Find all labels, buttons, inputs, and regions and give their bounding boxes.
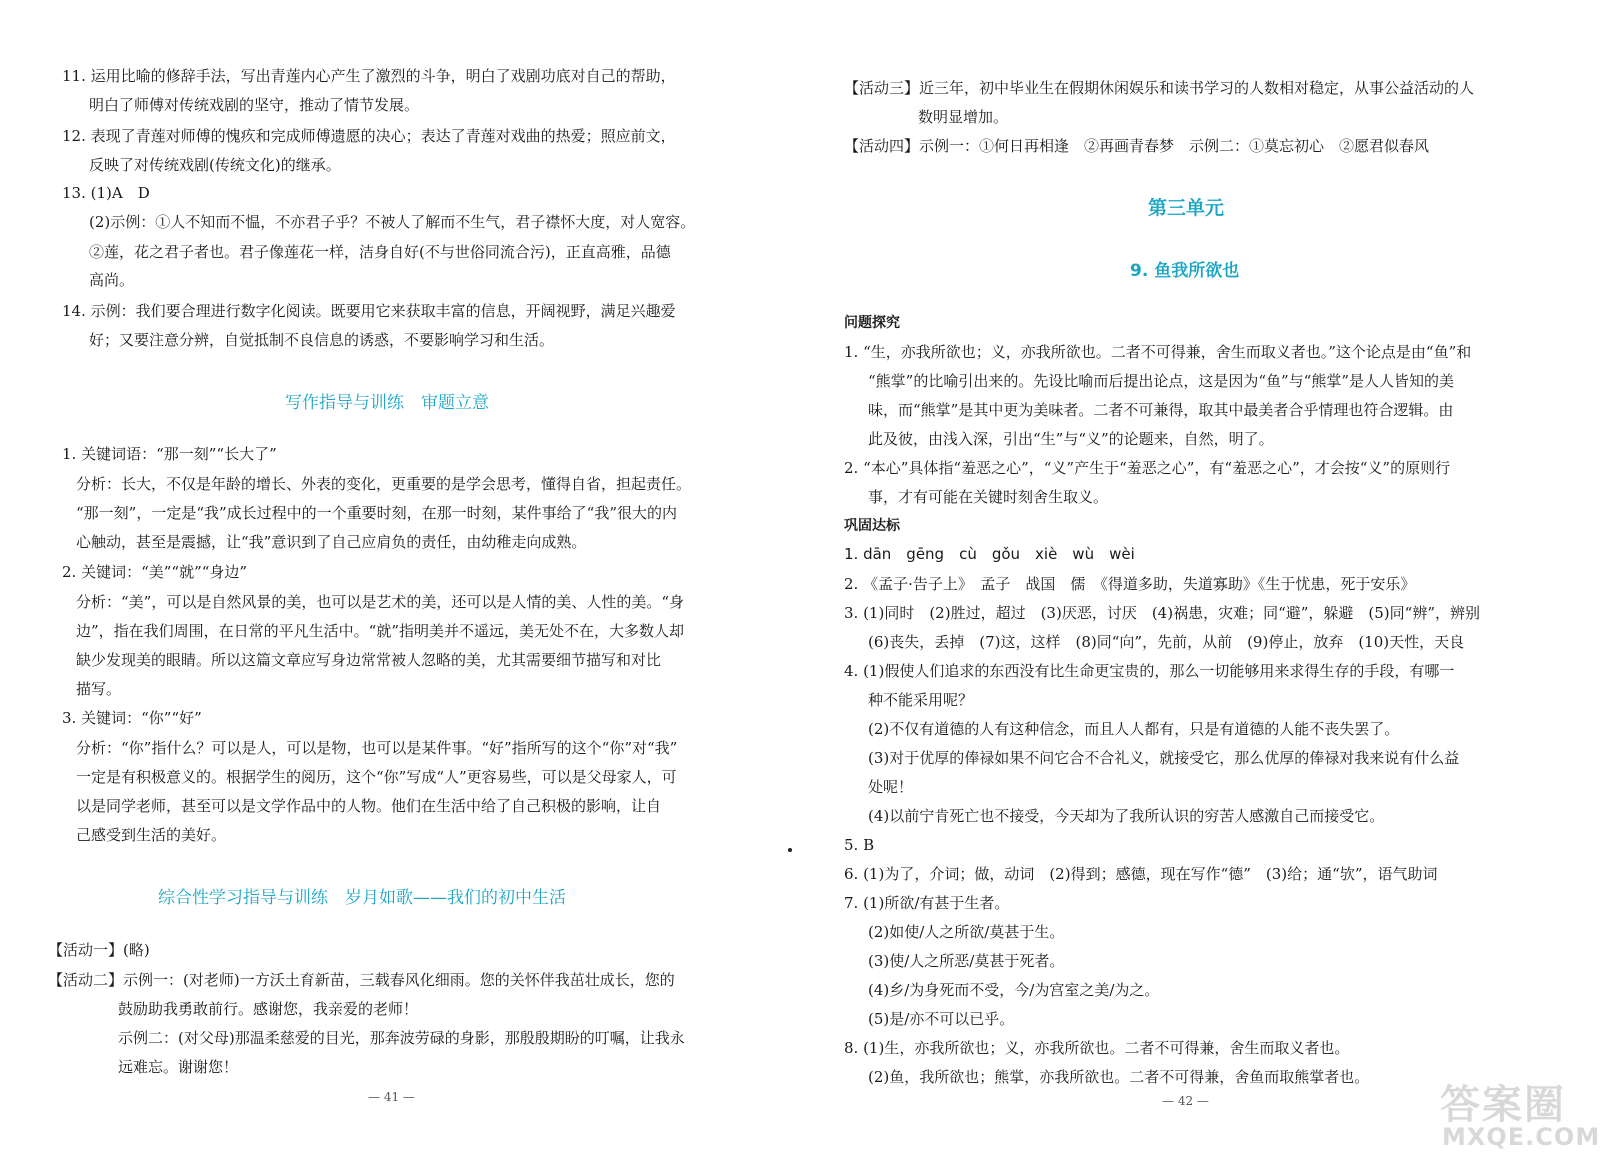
consolidation-7-line-3: (3)使/人之所恶/莫甚于死者。 [868, 952, 1065, 970]
writing-1-line-2: 分析：长大，不仅是年龄的增长、外表的变化，更重要的是学会思考，懂得自省，担起责任。 [76, 475, 692, 493]
writing-2-line-4: 缺少发现美的眼睛。所以这篇文章应写身边常常被人忽略的美，尤其需要细节描写和对比 [76, 651, 662, 669]
writing-1-line-1: 1. 关键词语：“那一刻”“长大了” [62, 445, 277, 463]
consolidation-heading: 巩固达标 [844, 518, 900, 534]
consolidation-8-line-1: 8. (1)生，亦我所欲也；义，亦我所欲也。二者不可得兼，舍生而取义者也。 [844, 1039, 1350, 1057]
writing-3-line-3: 一定是有积极意义的。根据学生的阅历，这个“你”写成“人”更容易些，可以是父母家人，可 [76, 768, 677, 786]
explore-1-line-1: 1. “生，亦我所欲也；义，亦我所欲也。二者不可得兼，舍生而取义者也。”这个论点是由“鱼”和 [844, 343, 1472, 361]
writing-section-heading: 写作指导与训练 审题立意 [285, 393, 489, 413]
lesson-title: 9. 鱼我所欲也 [1130, 261, 1240, 281]
consolidation-1: 1. dān gēng cù gǒu xiè wù wèi [844, 545, 1135, 563]
explore-2-line-1: 2. “本心”具体指“羞恶之心”，“义”产生于“羞恶之心”，有“羞恶之心”，才会按“义”的原则行 [844, 459, 1451, 477]
explore-1-line-4: 此及彼，由浅入深，引出“生”与“义”的论题来，自然，明了。 [868, 430, 1274, 448]
consolidation-4-line-4: (3)对于优厚的俸禄如果不问它合不合礼义，就接受它，那么优厚的俸禄对我来说有什么益 [868, 749, 1460, 767]
watermark-logo [1436, 1073, 1600, 1153]
activity-2-line-1: 【活动二】示例一：(对老师)一方沃土育新苗，三载春风化细雨。您的关怀伴我茁壮成长，您的 [48, 971, 675, 989]
consolidation-7-line-5: (5)是/亦不可以已乎。 [868, 1010, 1015, 1028]
comprehensive-section-heading: 综合性学习指导与训练 岁月如歌——我们的初中生活 [158, 888, 566, 908]
writing-2-line-2: 分析：“美”，可以是自然风景的美，也可以是艺术的美，还可以是人情的美、人性的美。“身 [76, 593, 685, 611]
answer-11-line-1: 11. 运用比喻的修辞手法，写出青莲内心产生了激烈的斗争，明白了戏剧功底对自己的帮助， [62, 67, 676, 85]
consolidation-4-line-2: 种不能采用呢？ [868, 691, 974, 709]
consolidation-7-line-4: (4)乡/为身死而不受，今/为宫室之美/为之。 [868, 981, 1160, 999]
writing-2-line-1: 2. 关键词：“美”“就”“身边” [62, 563, 248, 581]
answer-14-line-2: 好；又要注意分辨，自觉抵制不良信息的诱惑，不要影响学习和生活。 [89, 331, 555, 349]
consolidation-4-line-5: 处呢！ [868, 778, 914, 796]
writing-2-line-5: 描写。 [76, 680, 122, 698]
answer-12-line-1: 12. 表现了青莲对师傅的愧疚和完成师傅遗愿的决心；表达了青莲对戏曲的热爱；照应前文， [62, 127, 676, 145]
consolidation-4-line-6: (4)以前宁肯死亡也不接受，今天却为了我所认识的穷苦人感激自己而接受它。 [868, 807, 1385, 825]
watermark-url: MXQE.COM [1442, 1123, 1600, 1151]
consolidation-6: 6. (1)为了，介词；做，动词 (2)得到；感德，现在写作“德” (3)给；通“欤”，语气助词 [844, 865, 1438, 883]
explore-heading: 问题探究 [844, 315, 900, 331]
explore-1-line-2: “熊掌”的比喻引出来的。先设比喻而后提出论点，这是因为“鱼”与“熊掌”是人人皆知的美 [868, 372, 1455, 390]
writing-3-line-4: 以是同学老师，甚至可以是文学作品中的人物。他们在生活中给了自己积极的影响，让自 [76, 797, 662, 815]
answer-11-line-2: 明白了师傅对传统戏剧的坚守，推动了情节发展。 [89, 96, 420, 114]
consolidation-7-line-2: (2)如使/人之所欲/莫甚于生。 [868, 923, 1065, 941]
explore-2-line-2: 事，才有可能在关键时刻舍生取义。 [868, 488, 1109, 506]
consolidation-8-line-2: (2)鱼，我所欲也；熊掌，亦我所欲也。二者不可得兼，舍鱼而取熊掌者也。 [868, 1068, 1370, 1086]
page-number-left: — 41 — [368, 1090, 415, 1104]
writing-3-line-5: 己感受到生活的美好。 [76, 826, 227, 844]
answer-13-line-2: (2)示例：①人不知而不愠，不亦君子乎？不被人了解而不生气，君子襟怀大度，对人宽容。 [89, 213, 696, 231]
answer-12-line-2: 反映了对传统戏剧(传统文化)的继承。 [89, 156, 341, 174]
writing-3-line-2: 分析：“你”指什么？可以是人，可以是物，也可以是某件事。“好”指所写的这个“你”对“我” [76, 739, 678, 757]
page-number-right: — 42 — [1162, 1094, 1209, 1108]
stray-dot [788, 848, 792, 852]
consolidation-2: 2. 《孟子·告子上》 孟子 战国 儒 《得道多助，失道寡助》《生于忧患，死于安乐》 [844, 575, 1416, 593]
consolidation-3-line-1: 3. (1)同时 (2)胜过，超过 (3)厌恶，讨厌 (4)祸患，灾难；同“避”，躲避 (5)同“辨”，辨别 [844, 604, 1480, 622]
answer-14-line-1: 14. 示例：我们要合理进行数字化阅读。既要用它来获取丰富的信息，开阔视野，满足兴趣爱 [62, 302, 676, 320]
consolidation-5: 5. B [844, 836, 875, 854]
writing-1-line-3: “那一刻”，一定是“我”成长过程中的一个重要时刻，在那一时刻，某件事给了“我”很大的内 [76, 504, 678, 522]
watermark-text: 答案圈 [1440, 1082, 1566, 1128]
answer-13-line-4: 高尚。 [89, 271, 135, 289]
activity-4: 【活动四】示例一：①何日再相逢 ②再画青春梦 示例二：①莫忘初心 ②愿君似春风 [844, 137, 1430, 155]
answer-13-line-1: 13. (1)A D [62, 184, 150, 202]
explore-1-line-3: 味，而“熊掌”是其中更为美味者。二者不可兼得，取其中最美者合乎情理也符合逻辑。由 [868, 401, 1454, 419]
activity-2-line-4: 远难忘。谢谢您！ [118, 1058, 239, 1076]
consolidation-4-line-1: 4. (1)假使人们追求的东西没有比生命更宝贵的，那么一切能够用来求得生存的手段，有哪一 [844, 662, 1455, 680]
consolidation-7-line-1: 7. (1)所欲/有甚于生者。 [844, 894, 1010, 912]
writing-2-line-3: 边”，指在我们周围，在日常的平凡生活中。“就”指明美并不遥远，美无处不在，大多数人却 [76, 622, 685, 640]
activity-2-line-2: 鼓励助我勇敢前行。感谢您，我亲爱的老师！ [118, 1000, 419, 1018]
activity-1: 【活动一】(略) [48, 941, 150, 959]
activity-2-line-3: 示例二：(对父母)那温柔慈爱的目光，那奔波劳碌的身影，那殷殷期盼的叮嘱，让我永 [118, 1029, 685, 1047]
consolidation-3-line-2: (6)丧失，丢掉 (7)这，这样 (8)同“向”，先前，从前 (9)停止，放弃 (10)天性，天良 [868, 633, 1465, 651]
answer-13-line-3: ②莲，花之君子者也。君子像莲花一样，洁身自好(不与世俗同流合污)，正直高雅，品德 [89, 243, 671, 261]
consolidation-4-line-3: (2)不仅有道德的人有这种信念，而且人人都有，只是有道德的人能不丧失罢了。 [868, 720, 1400, 738]
activity-3-line-1: 【活动三】近三年，初中毕业生在假期休闲娱乐和读书学习的人数相对稳定，从事公益活动的人 [844, 79, 1475, 97]
right-page [800, 0, 1600, 1159]
activity-3-line-2: 数明显增加。 [918, 108, 1009, 126]
unit-title: 第三单元 [1148, 197, 1225, 219]
writing-1-line-4: 心触动，甚至是震撼，让“我”意识到了自己应肩负的责任，由幼稚走向成熟。 [76, 533, 587, 551]
writing-3-line-1: 3. 关键词：“你”“好” [62, 709, 202, 727]
